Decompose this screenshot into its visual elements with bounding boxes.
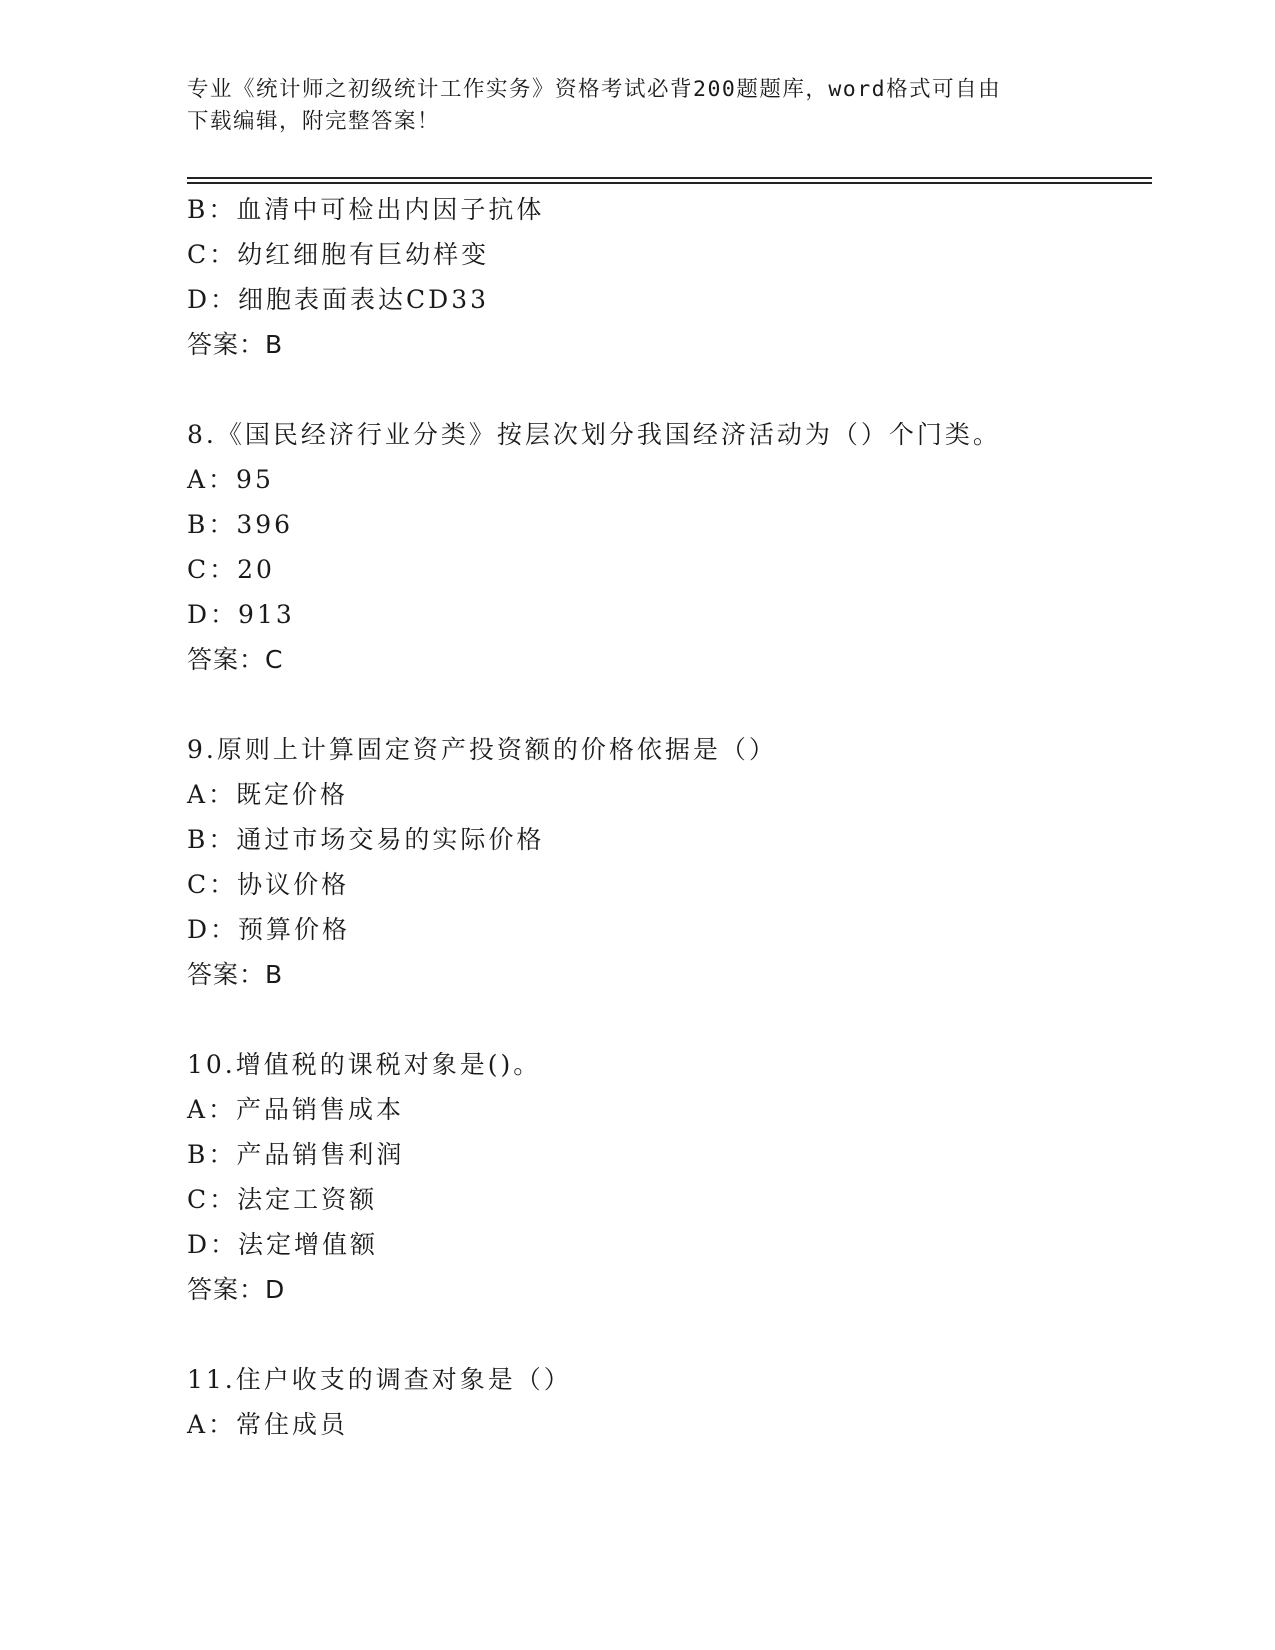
question-11: 11.住户收支的调查对象是（） <box>187 1365 572 1394</box>
option-b: B：通过市场交易的实际价格 <box>187 825 545 854</box>
question-10: 10.增值税的课税对象是()。 <box>187 1050 542 1079</box>
answer-line: 答案：B <box>187 330 284 359</box>
answer-line: 答案：D <box>187 1275 286 1304</box>
option-a: A：既定价格 <box>187 780 349 809</box>
option-d: D：细胞表面表达CD33 <box>187 285 490 314</box>
answer-line: 答案：B <box>187 960 284 989</box>
answer-line: 答案：C <box>187 645 284 674</box>
question-9: 9.原则上计算固定资产投资额的价格依据是（） <box>187 735 777 764</box>
header-rule-bottom <box>187 182 1152 184</box>
option-b: B：396 <box>187 510 294 539</box>
document-header <box>187 74 1067 138</box>
option-b: B：产品销售利润 <box>187 1140 405 1169</box>
header-line-2: 下载编辑，附完整答案！ <box>187 109 441 134</box>
option-c: C：幼红细胞有巨幼样变 <box>187 240 490 269</box>
option-d: D：913 <box>187 600 295 629</box>
option-c: C：协议价格 <box>187 870 350 899</box>
header-line-1: 专业《统计师之初级统计工作实务》资格考试必背200题题库，word格式可自由 <box>187 77 1002 102</box>
option-d: D：法定增值额 <box>187 1230 379 1259</box>
option-b: B：血清中可检出内因子抗体 <box>187 195 545 224</box>
option-c: C：20 <box>187 555 275 584</box>
option-a: A：产品销售成本 <box>187 1095 405 1124</box>
question-8: 8.《国民经济行业分类》按层次划分我国经济活动为（）个门类。 <box>187 420 1001 449</box>
header-rule-top <box>187 177 1152 179</box>
option-c: C：法定工资额 <box>187 1185 378 1214</box>
option-d: D：预算价格 <box>187 915 351 944</box>
option-a: A：常住成员 <box>187 1410 349 1439</box>
option-a: A：95 <box>187 465 274 494</box>
